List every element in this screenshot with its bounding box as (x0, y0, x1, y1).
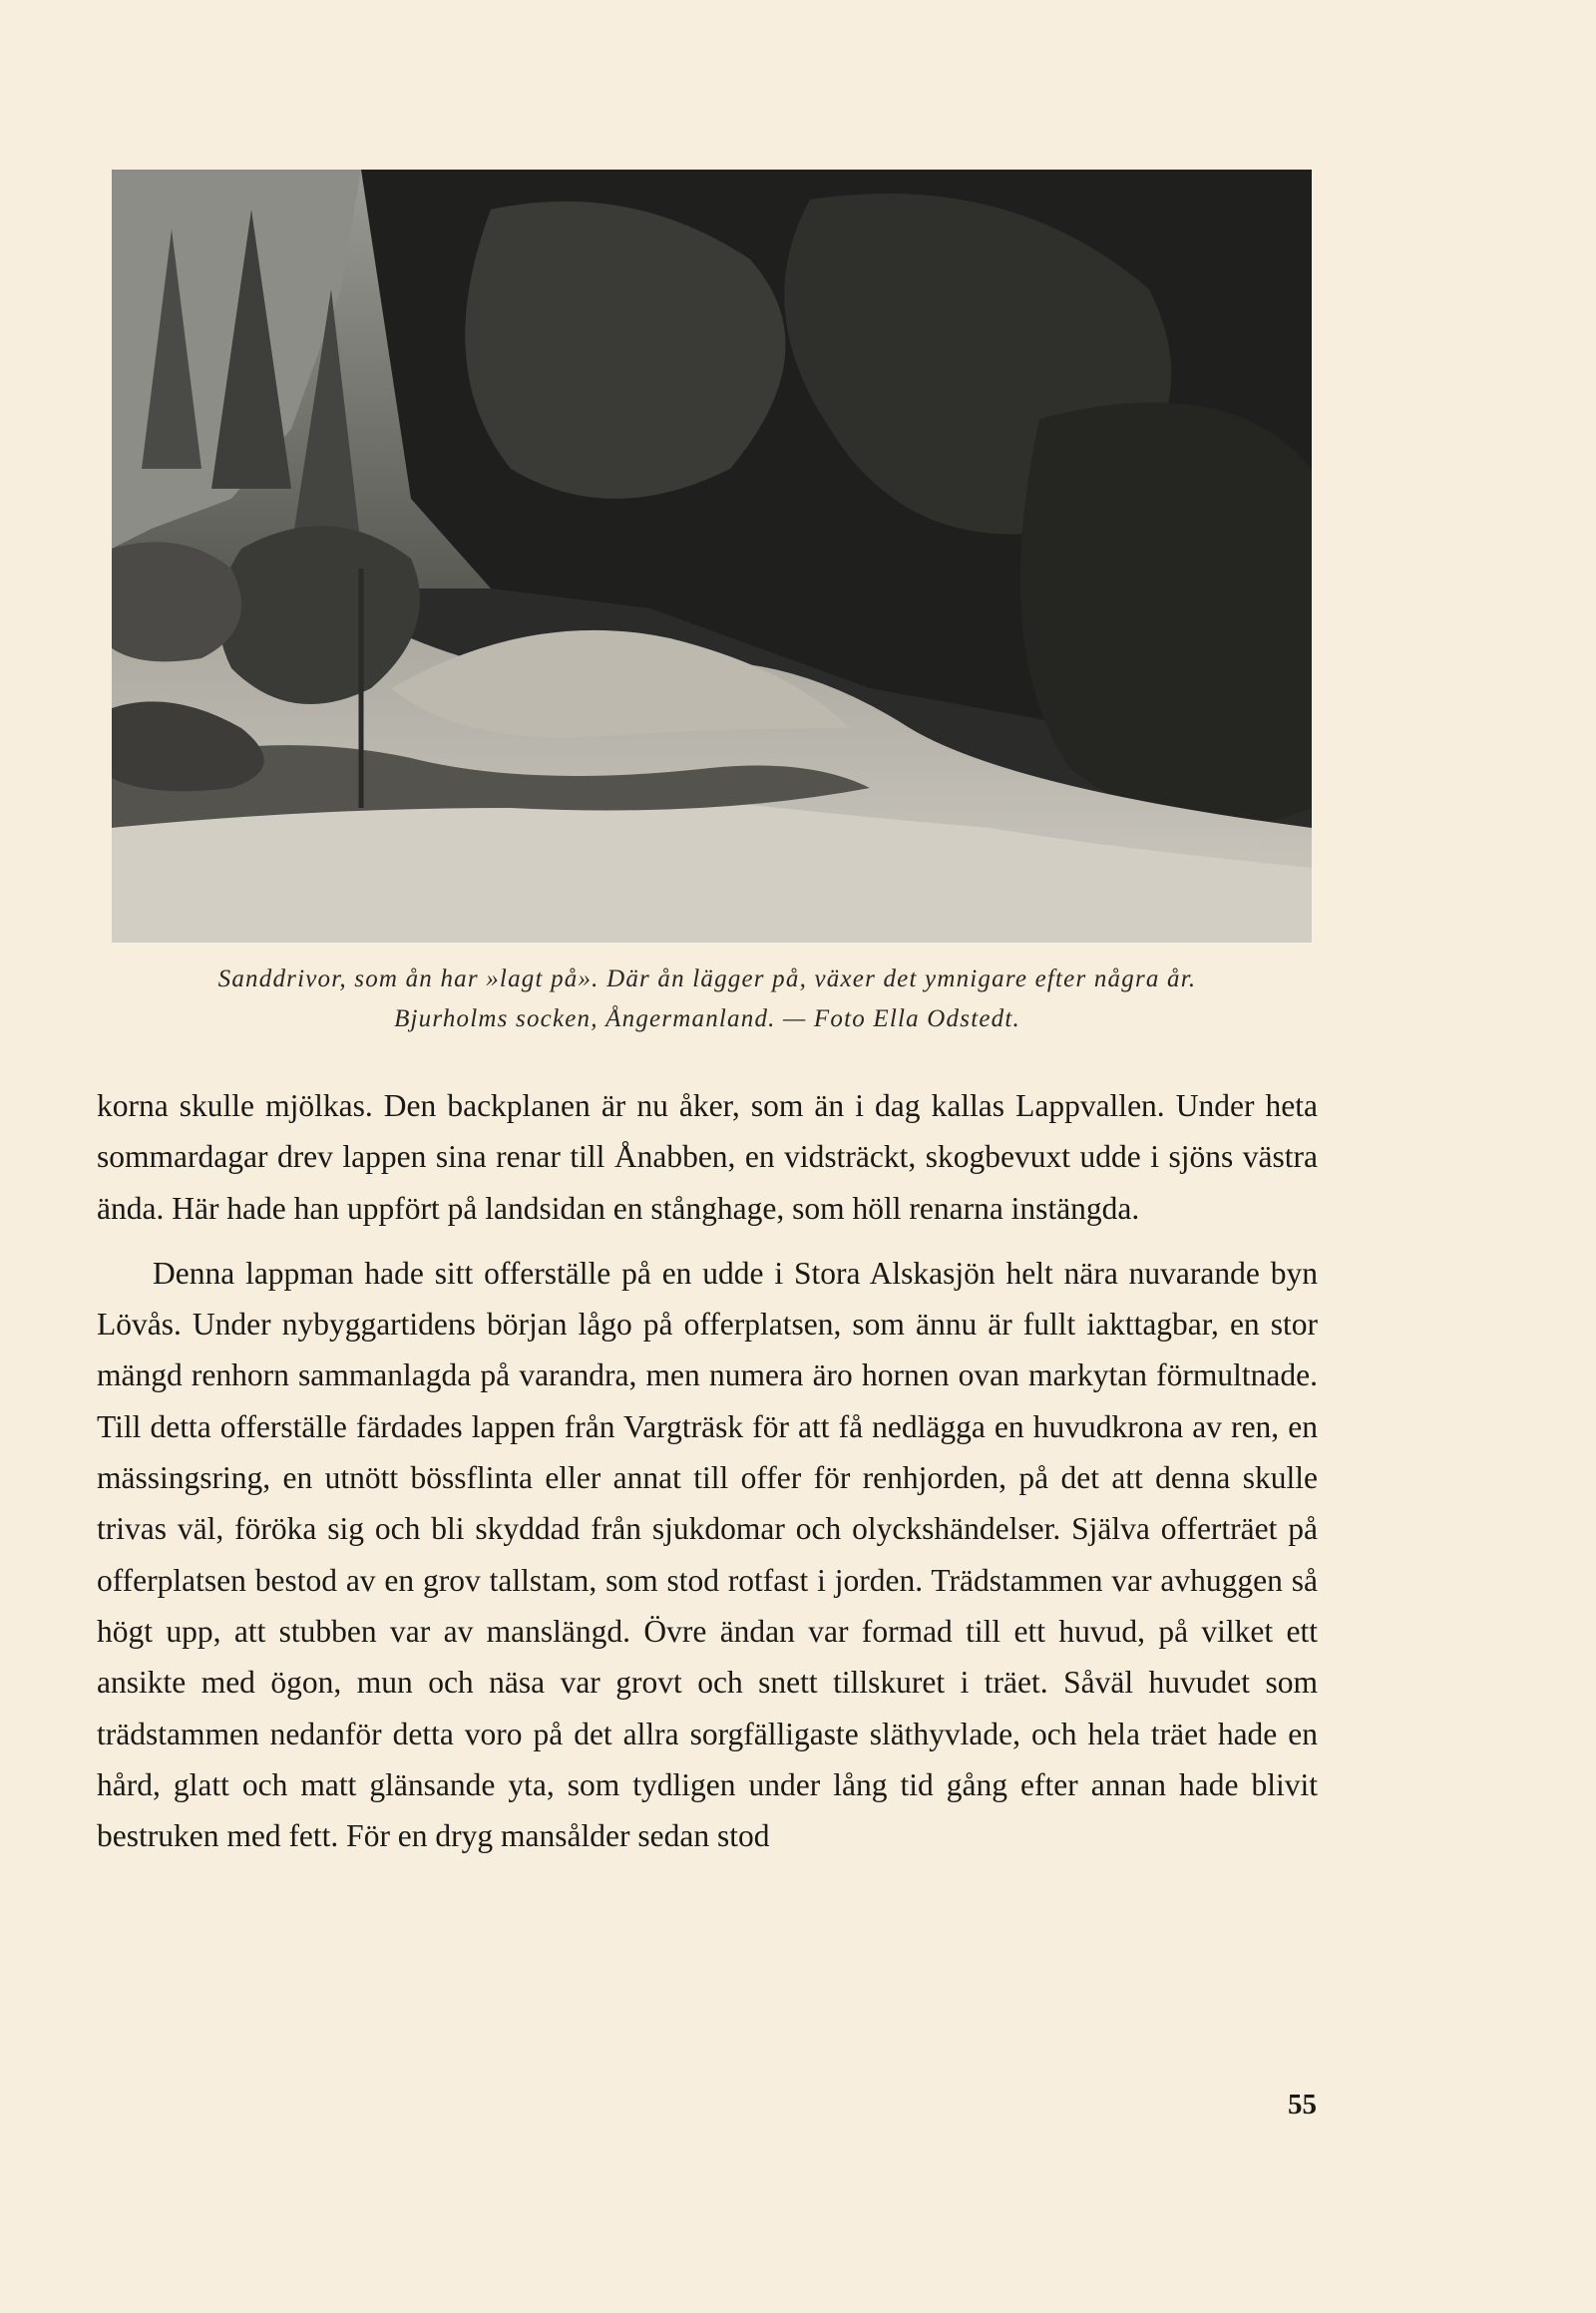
photo-image (112, 170, 1312, 943)
landscape-photo (112, 170, 1312, 943)
paragraph-1: korna skulle mjölkas. Den backplanen är nu åker, som än i dag kallas Lappvallen. Under heta sommardagar drev lappen sina renar till Ånabben, en vidsträckt, skogbevuxt udde i sjöns västra ända. Här hade han uppfört på landsidan en stånghage, som höll renarna instängda. (97, 1088, 1318, 1226)
page-number: 55 (1288, 2089, 1317, 2120)
body-text (97, 1080, 1318, 1861)
paragraph-2: Denna lappman hade sitt offerställe på en udde i Stora Alskasjön helt nära nuvarande byn Lövås. Under nybyggartidens början lågo på offerplatsen, som ännu är fullt iakttagbar, en stor mängd renhorn sammanlagda på varandra, men numera äro hornen ovan markytan förmultnade. Till detta offerställe färdades lappen från Vargträsk för att få nedlägga en huvudkrona av ren, en mässingsring, en utnött bössflinta eller annat till offer för renhjorden, på det att denna skulle trivas väl, föröka sig och bli skyddad från sjukdomar och olyckshändelser. Själva offerträet på offerplatsen bestod av en grov tallstam, som stod rotfast i jorden. Trädstammen var avhuggen så högt upp, att stubben var av manslängd. Övre ändan var formad till ett huvud, på vilket ett ansikte med ögon, mun och näsa var grovt och snett tillskuret i träet. Såväl huvudet som trädstammen nedanför detta voro på det allra sorgfälligaste släthyvlade, och hela träet hade en hård, glatt och matt glänsande yta, som tydligen under lång tid gång efter annan hade blivit bestruken med fett. För en dryg mansålder sedan stod (97, 1255, 1318, 1854)
caption-line-2: Bjurholms socken, Ångermanland. — Foto Ella Odstedt. (394, 1005, 1020, 1032)
caption-line-1: Sanddrivor, som ån har »lagt på». Där ån lägger på, växer det ymnigare efter några år. (217, 965, 1197, 992)
photo-caption (96, 960, 1319, 1039)
